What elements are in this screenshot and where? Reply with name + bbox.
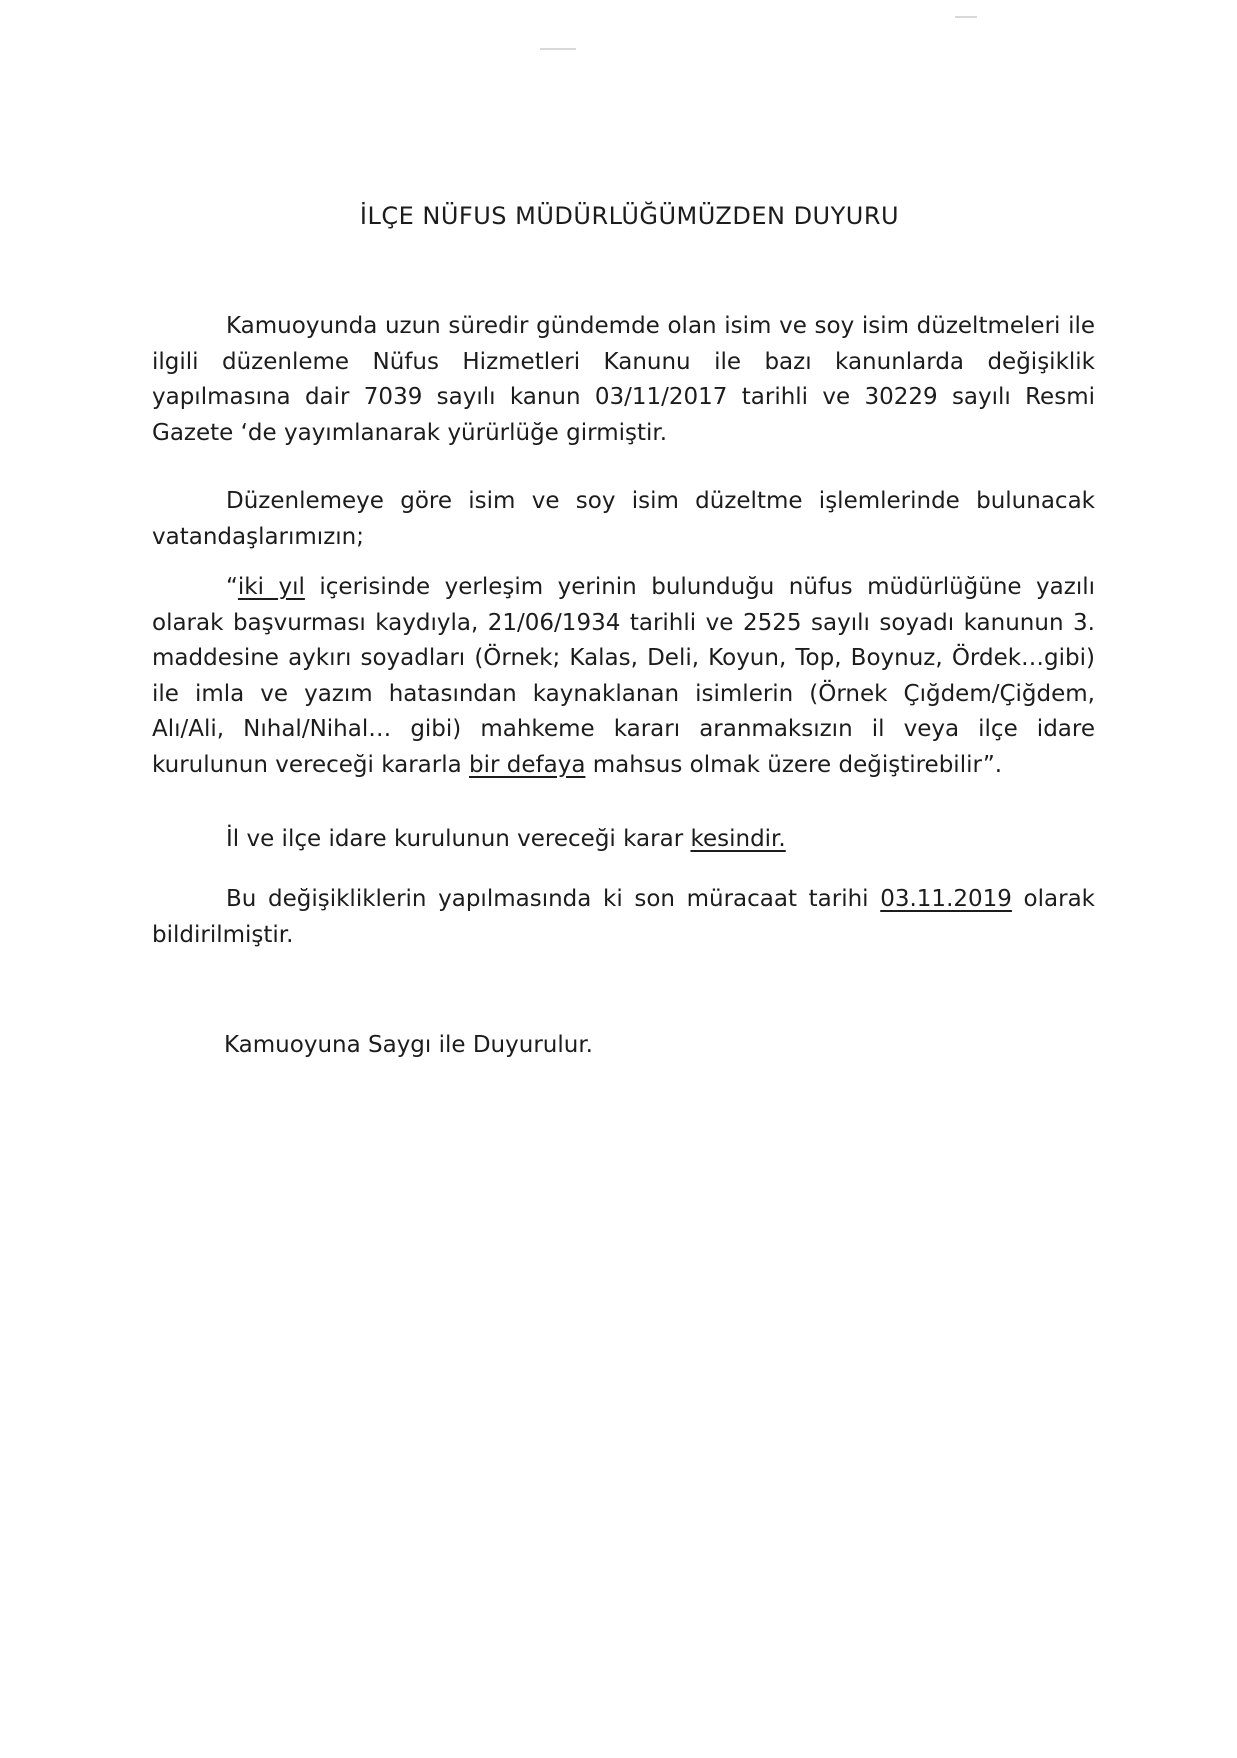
paragraph-deadline <box>152 882 1095 953</box>
scan-speck <box>955 16 977 18</box>
quote-text-1: içerisinde yerleşim yerinin bulunduğu nüfus müdürlüğüne yazılı olarak başvurması kaydıyla, 21/06/1934 tarihli ve 2525 sayılı soyadı kanunun 3. maddesine aykırı soyadları (Örnek; Kalas, Deli, Koyun, Top, Boynuz, Ördek…gibi) ile imla ve yazım hatasından kaynaklanan isimlerin (Örnek Çığdem/Çiğdem, Alı/Ali, Nıhal/Nihal… gibi) mahkeme kararı aranmaksızın il veya ilçe idare kurulunun vereceği kararla <box>152 574 1096 778</box>
quote-text-2: mahsus olmak üzere değiştirebilir”. <box>585 751 1003 778</box>
underlined-deadline-date: 03.11.2019 <box>880 886 1012 912</box>
announcement-title: İLÇE NÜFUS MÜDÜRLÜĞÜMÜZDEN DUYURU <box>359 202 900 230</box>
underlined-kesindir: kesindir. <box>690 826 786 852</box>
underlined-bir-defaya: bir defaya <box>469 751 586 778</box>
paragraph-citizens: Düzenlemeye göre isim ve soy isim düzeltme işlemlerinde bulunacak vatandaşlarımızın; <box>152 488 1095 550</box>
deadline-text-2: olarak bildirilmiştir. <box>152 886 1095 948</box>
deadline-text-1: Bu değişikliklerin yapılmasında ki son müracaat tarihi <box>226 886 881 912</box>
scan-speck <box>540 48 576 50</box>
paragraph-decision <box>152 822 1095 858</box>
quote-open-mark: “ <box>226 574 238 600</box>
paragraph-intro: Kamuoyunda uzun süredir gündemde olan isim ve soy isim düzeltmeleri ile ilgili düzenleme Nüfus Hizmetleri Kanunu ile bazı kanunlarda değişiklik yapılmasına dair 7039 sayılı kanun 03/11/2017 tarihli ve 30229 sayılı Resmi Gazete ‘de yayımlanarak yürürlüğe girmiştir. <box>152 313 1095 446</box>
closing-line: Kamuoyuna Saygı ile Duyurulur. <box>224 1032 593 1058</box>
paragraph-quote <box>152 570 1095 783</box>
decision-text: İl ve ilçe idare kurulunun vereceği karar <box>226 826 691 852</box>
underlined-iki-yil: iki yıl <box>237 574 305 600</box>
